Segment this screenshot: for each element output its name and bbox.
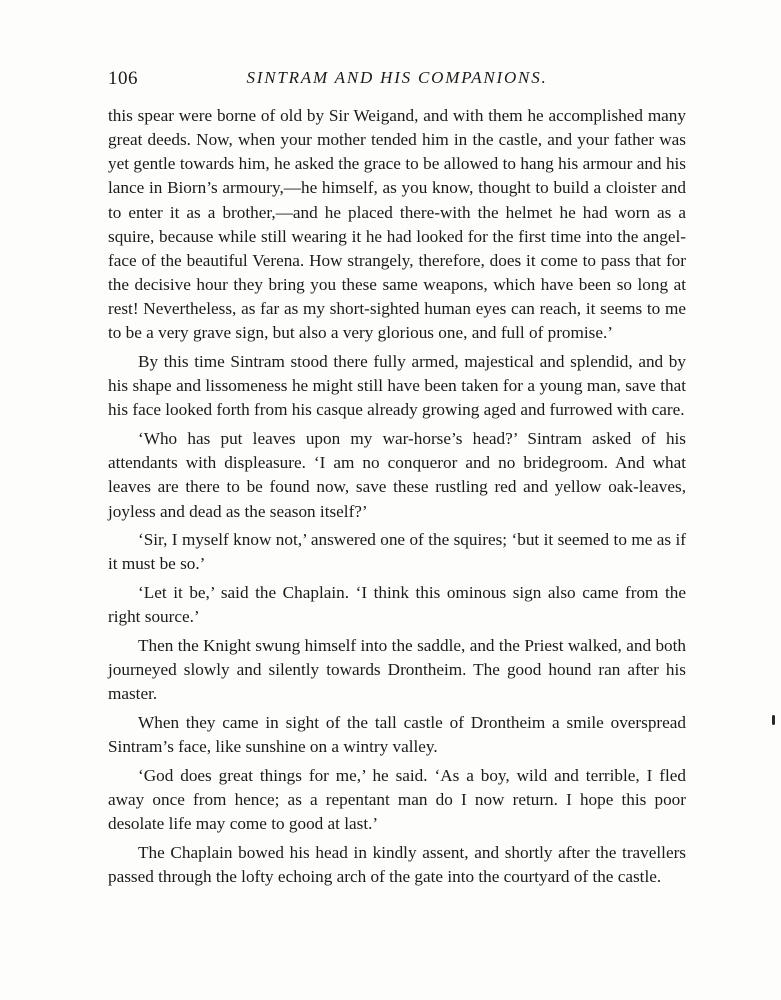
paragraph-sintram-armed: By this time Sintram stood there fully armed, majestical and splendid, and by his shape and lissomeness he might still have been taken for a young man, save that his face looked forth from his casque already growing aged and furrowed with care. — [108, 352, 686, 420]
paragraph-courtyard: The Chaplain bowed his head in kindly assent, and shortly after the travellers passed through the lofty echoing arch of the gate into the courtyard of the castle. — [108, 842, 686, 886]
running-head — [108, 68, 686, 94]
paragraph-war-horse-leaves: ‘Who has put leaves upon my war-horse’s head?’ Sintram asked of his attendants with displeasure. ‘I am no conqueror and no bridegroom. And what leaves are there to be found now, save these rustling red and yellow oak-leaves, joyless and dead as the season itself?’ — [108, 429, 686, 521]
paragraph-return: ‘God does great things for me,’ he said. ‘As a boy, wild and terrible, I fled away once from hence; as a repentant man do I now return. I hope this poor desolate life may come to good at last.’ — [108, 765, 686, 833]
book-title: SINTRAM AND HIS COMPANIONS. — [246, 68, 548, 87]
paragraph-squire-answer: ‘Sir, I myself know not,’ answered one of the squires; ‘but it seemed to me as if it must be so.’ — [108, 530, 686, 574]
body-text — [108, 104, 686, 893]
paragraph-castle-sight: When they came in sight of the tall castle of Drontheim a smile overspread Sintram’s face, like sunshine on a wintry valley. — [108, 712, 686, 756]
page-number: 106 — [108, 68, 138, 89]
margin-ink-mark — [772, 715, 775, 725]
paragraph-chaplain-sign: ‘Let it be,’ said the Chaplain. ‘I think this ominous sign also came from the right source.’ — [108, 582, 686, 627]
paragraph-journey: Then the Knight swung himself into the saddle, and the Priest walked, and both journeyed slowly and silently towards Drontheim. The good hound ran after his master. — [108, 635, 686, 704]
paragraph-spear-history: this spear were borne of old by Sir Weigand, and with them he accomplished many great deeds. Now, when your mother tended him in the castle, and your father was yet gentle towards him, he asked the grace to be allowed to hang his armour and his lance in Biorn’s armoury,—he himself, as you know, thought to build a cloister and to enter it as a brother,—and he placed there-with the helmet he had worn as a squire, because while still wearing it he had looked for the first time into the angel-face of the beautiful Verena. How strangely, therefore, does it come to pass that for the decisive hour they bring you these same weapons, which have been so long at rest! Nevertheless, as far as my short-sighted human eyes can reach, it seems to me to be a very grave sign, but also a very glorious one, and full of promise.’ — [108, 106, 686, 343]
